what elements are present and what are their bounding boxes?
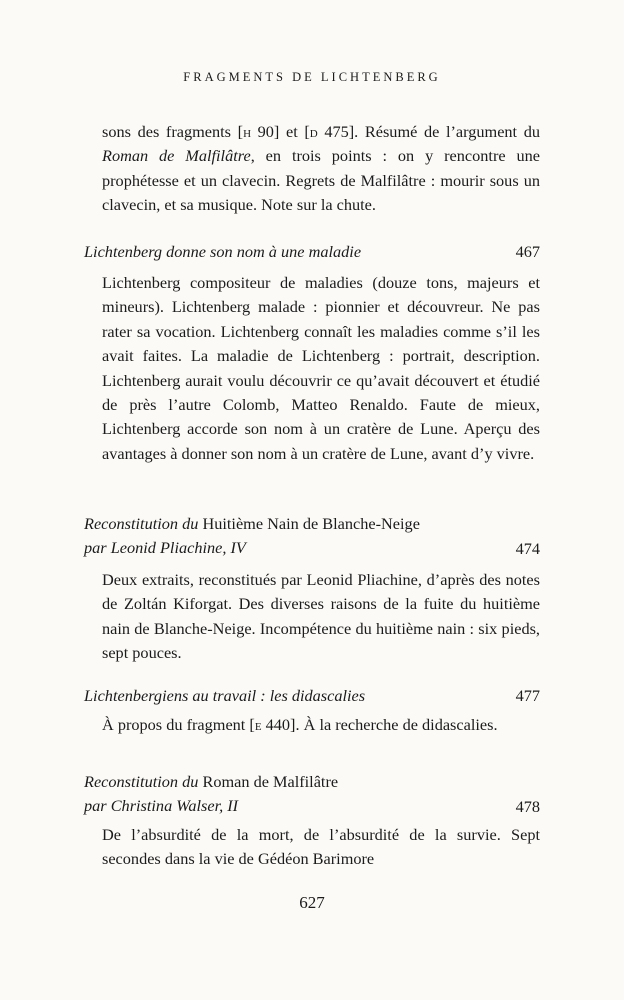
entry-title-author: par Christina Walser, II <box>84 796 239 816</box>
entry-summary: De l’absurdité de la mort, de l’absurdité de la survie. Sept secondes dans la vie de Gédéon Barimore <box>102 825 540 869</box>
entry-title-roman: Huitième Nain de Blanche-Neige <box>198 514 420 533</box>
entry-title-text: Lichtenberg donne son nom à une maladie <box>84 242 362 261</box>
intro-text-3: 475]. Résumé de l’argument du <box>317 122 540 141</box>
fragment-ref-letter: e <box>254 715 262 734</box>
summary-text-1: À propos du fragment [ <box>102 715 255 734</box>
fragment-ref-letter: d <box>309 122 318 141</box>
entry-page-number: 478 <box>515 797 540 816</box>
entry-title <box>84 770 484 819</box>
entry-title <box>84 684 484 708</box>
entry-title-text: Lichtenbergiens au travail : les didascalies <box>84 686 366 705</box>
entry-page-number: 474 <box>515 539 540 558</box>
fragment-ref-letter: h <box>243 122 252 141</box>
intro-italic-title: Roman de Malfilâtre <box>102 146 251 166</box>
intro-text-2: 90] et [ <box>251 122 310 141</box>
entry-title-italic: Reconstitution du <box>84 772 199 791</box>
entry-title-italic: Reconstitution du <box>84 514 199 533</box>
summary-text-2: 440]. À la recherche de didascalies. <box>261 715 498 734</box>
intro-paragraph <box>102 120 540 218</box>
entry-page-number: 467 <box>515 242 540 261</box>
entry-summary: Lichtenberg compositeur de maladies (douze tons, majeurs et mineurs). Lichtenberg malade : pionnier et découvreur. Ne pas rater sa vocation. Lichtenberg connaît les maladies comme s’il les avait faites. La maladie de Lichtenberg : portrait, description. Lichtenberg aurait voulu découvrir ce qu’avait découvert et étudié de près l’autre Colomb, Matteo Renaldo. Faute de mieux, Lichtenberg accorde son nom à un cratère de Lune. Aperçu des avantages à donner son nom à un cratère de Lune, avant d’y vivre. <box>102 273 540 463</box>
entry-title-roman: Roman de Malfilâtre <box>198 772 339 791</box>
entry-title <box>84 240 484 264</box>
entry-page-number: 477 <box>515 686 540 705</box>
intro-text-4: , en trois points : on y rencontre une prophétesse et un clavecin. Regrets de Malfilâtre : mourir sous un clavecin, et sa musique. Note sur la chute. <box>102 146 541 215</box>
entry-summary: Deux extraits, reconstitués par Leonid Pliachine, d’après des notes de Zoltán Kiforgat. Des diverses raisons de la fuite du huitième nain de Blanche-Neige. Incompétence du huitième nain : six pieds, sept pouces. <box>102 570 540 663</box>
folio-page-number: 627 <box>299 893 325 912</box>
entry-title-author: par Leonid Pliachine, IV <box>84 538 246 558</box>
entry-summary <box>102 713 540 737</box>
entry-title <box>84 512 484 561</box>
intro-text-1: sons des fragments [ <box>102 122 244 141</box>
running-head: FRAGMENTS DE LICHTENBERG <box>183 70 441 84</box>
